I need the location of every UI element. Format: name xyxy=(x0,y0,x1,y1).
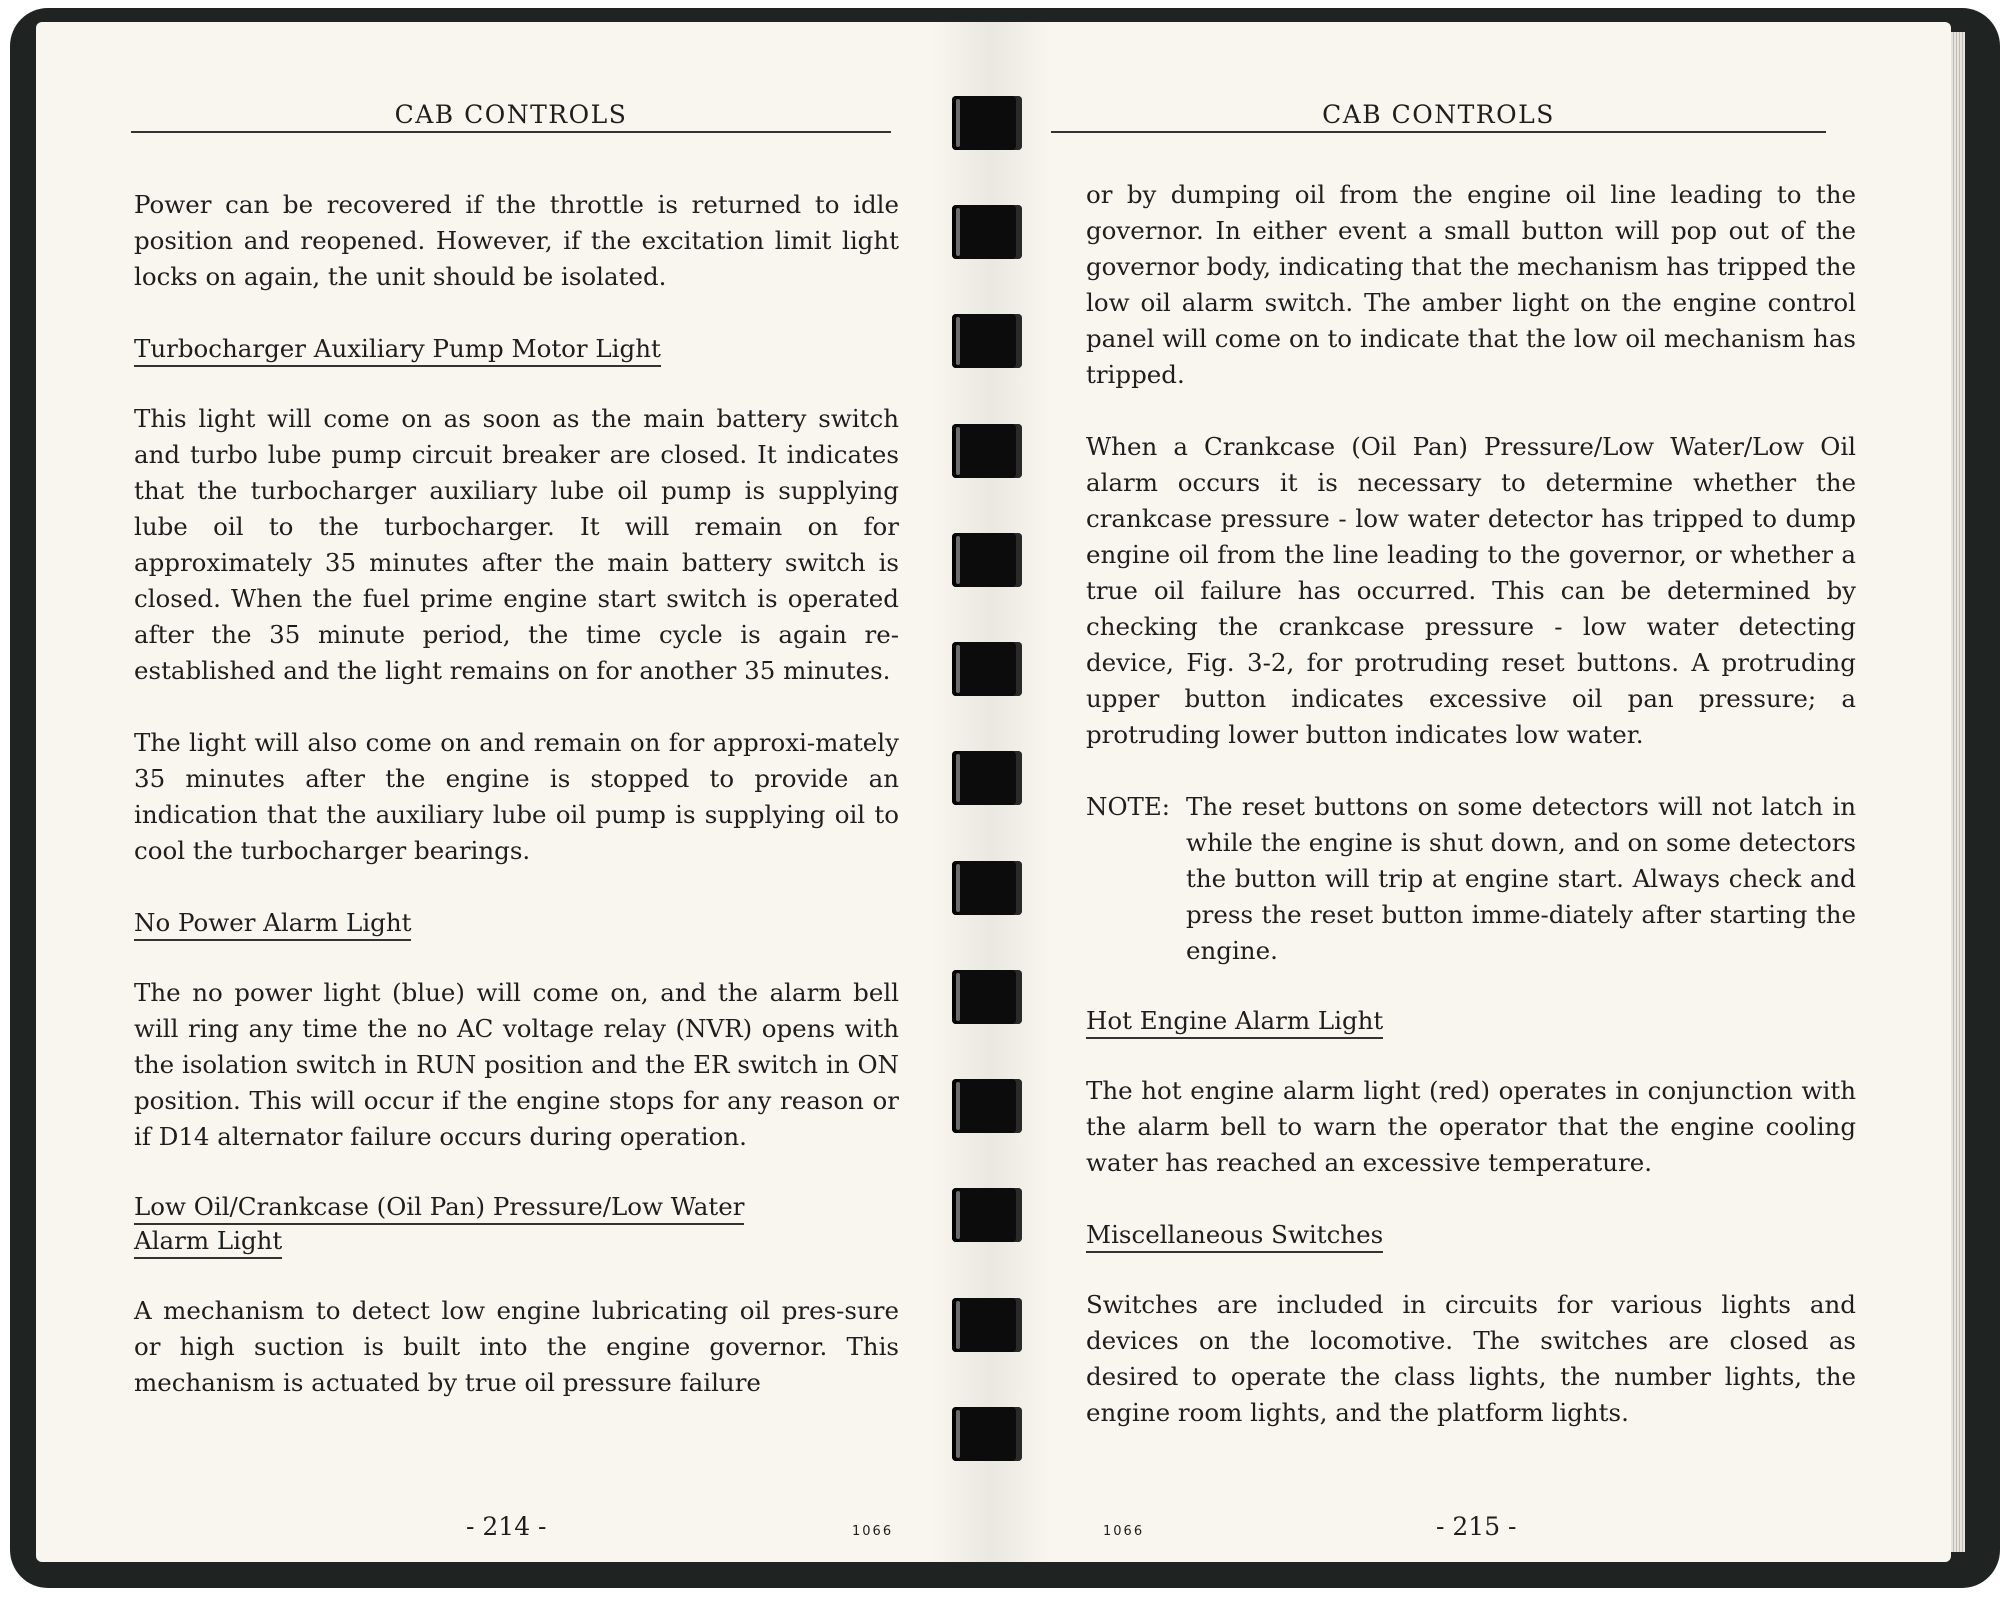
paragraph-crankcase: When a Crankcase (Oil Pan) Pressure/Low Water/Low Oil alarm occurs it is necessary to determine whether the crankcase pressure - low water detector has tripped to dump engine oil from the line leading to the governor, or whether a true oil failure has occurred. This can be determined by checking the crankcase pressure - low water detecting device, Fig. 3-2, for protruding reset buttons. A protruding upper button indicates excessive oil pan pressure; a protruding lower button indicates low water. xyxy=(1086,432,1856,749)
heading-misc-switches: Miscellaneous Switches xyxy=(1086,1219,1383,1253)
heading-low-oil xyxy=(134,1191,744,1259)
binding-ring xyxy=(952,424,1022,478)
binding-ring xyxy=(952,96,1022,150)
note-text: The reset buttons on some detectors will not latch in while the engine is shut down, and on some detectors the button will trip at engine start. Always check and press the reset button imme-diately after starting the engine. xyxy=(1186,792,1856,965)
note-label: NOTE: xyxy=(1086,792,1171,821)
paragraph-intro: Power can be recovered if the throttle is returned to idle position and reopened. However, if the excitation limit light locks on again, the unit should be isolated. xyxy=(134,190,899,291)
heading-turbocharger: Turbocharger Auxiliary Pump Motor Light xyxy=(134,333,661,367)
binding-ring xyxy=(952,205,1022,259)
spiral-binding xyxy=(942,90,1034,1510)
heading-hot-engine: Hot Engine Alarm Light xyxy=(1086,1005,1383,1039)
page-number: - 215 - xyxy=(1436,1512,1517,1541)
binding-ring xyxy=(952,1188,1022,1242)
running-head: CAB CONTROLS xyxy=(1051,100,1826,133)
page-214 xyxy=(36,22,991,1562)
print-code: 1066 xyxy=(1103,1524,1145,1539)
paragraph-switches: Switches are included in circuits for various lights and devices on the locomotive. The switches are closed as desired to operate the class lights, the number lights, the engine room lights, and the platform lights. xyxy=(1086,1290,1856,1427)
paragraph-turbo-1: This light will come on as soon as the main battery switch and turbo lube pump circuit breaker are closed. It indicates that the turbocharger auxiliary lube oil pump is supplying lube oil to the turbocharger. It will remain on for approximately 35 minutes after the main battery switch is closed. When the fuel prime engine start switch is operated after the 35 minute period, the time cycle is again re-established and the light remains on for another 35 minutes. xyxy=(134,404,899,685)
binding-ring xyxy=(952,1407,1022,1461)
page-215 xyxy=(991,22,1951,1562)
print-code: 1066 xyxy=(852,1524,894,1539)
paragraph-turbo-2: The light will also come on and remain on for approxi-mately 35 minutes after the engine is stopped to provide an indication that the auxiliary lube oil pump is supplying oil to cool the turbocharger bearings. xyxy=(134,728,899,865)
binding-ring xyxy=(952,533,1022,587)
binding-ring xyxy=(952,970,1022,1024)
binding-ring xyxy=(952,751,1022,805)
paragraph-no-power: The no power light (blue) will come on, and the alarm bell will ring any time the no AC voltage relay (NVR) opens with the isolation switch in RUN position and the ER switch in ON position. This will occur if the engine stops for any reason or if D14 alternator failure occurs during operation. xyxy=(134,978,899,1151)
page-body xyxy=(134,187,899,1437)
binding-ring xyxy=(952,314,1022,368)
note-block xyxy=(1086,789,1856,969)
page-body xyxy=(1086,177,1856,1467)
page-number: - 214 - xyxy=(466,1512,547,1541)
binding-ring xyxy=(952,861,1022,915)
paragraph-hot-engine: The hot engine alarm light (red) operates in conjunction with the alarm bell to warn the operator that the engine cooling water has reached an excessive temperature. xyxy=(1086,1076,1856,1177)
paragraph-low-oil: A mechanism to detect low engine lubricating oil pres-sure or high suction is built into the engine governor. This mechanism is actuated by true oil pressure failure xyxy=(134,1296,899,1397)
heading-low-oil-line2: Alarm Light xyxy=(134,1225,282,1259)
paragraph-continued: or by dumping oil from the engine oil line leading to the governor. In either event a small button will pop out of the governor body, indicating that the mechanism has tripped the low oil alarm switch. The amber light on the engine control panel will come on to indicate that the low oil mechanism has tripped. xyxy=(1086,180,1856,389)
binding-ring xyxy=(952,1079,1022,1133)
heading-low-oil-line1: Low Oil/Crankcase (Oil Pan) Pressure/Low Water xyxy=(134,1191,744,1225)
running-head: CAB CONTROLS xyxy=(131,100,891,133)
binding-ring xyxy=(952,642,1022,696)
binding-ring xyxy=(952,1298,1022,1352)
heading-no-power: No Power Alarm Light xyxy=(134,907,411,941)
